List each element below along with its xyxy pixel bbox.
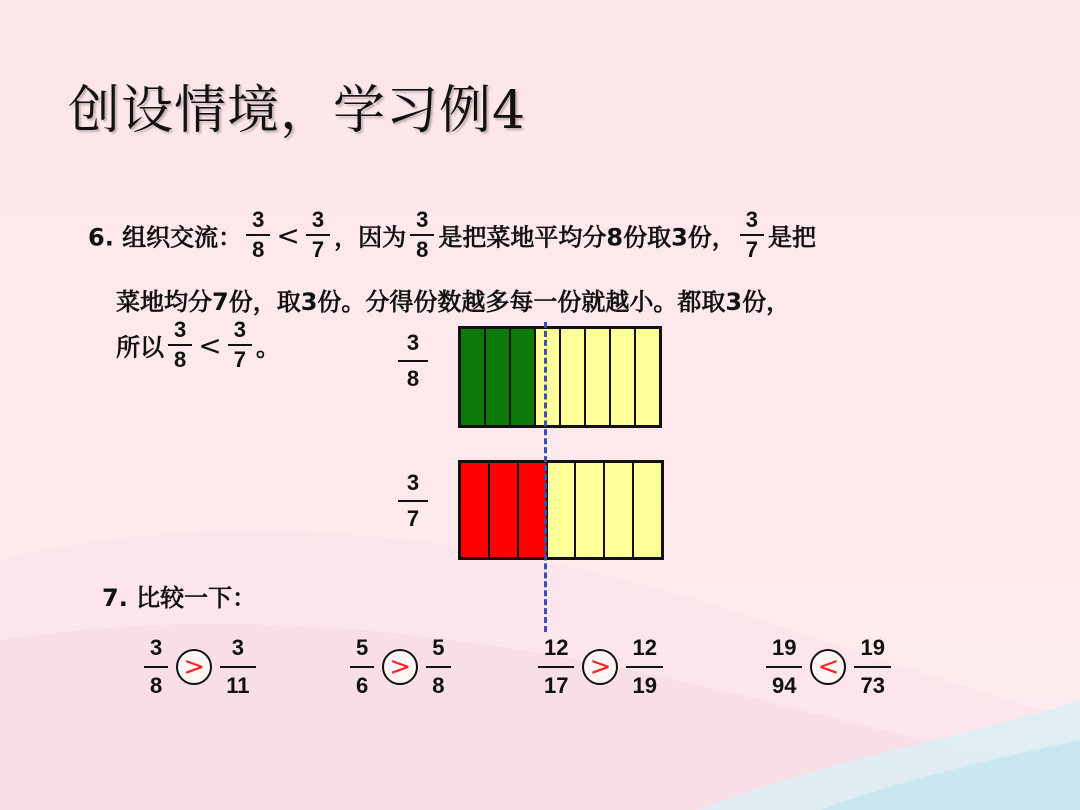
page-title: 创设情境，学习例4: [68, 81, 527, 141]
comparison-dashed-line: [544, 322, 547, 632]
eighths-cell-filled: [486, 329, 511, 425]
comparison-answer-circle[interactable]: <: [810, 649, 846, 685]
comparison-answer-circle[interactable]: >: [382, 649, 418, 685]
fraction-3-7: $\frac{3}{7}$: [306, 208, 330, 262]
comparison-exercise: [346, 636, 455, 698]
fraction-left: $\frac{19}{94}$: [766, 636, 802, 698]
comparison-answer-circle[interactable]: >: [176, 649, 212, 685]
sevenths-cell-filled: [461, 463, 490, 557]
item7-label: 7. 比较一下：: [102, 584, 257, 612]
item6-line2: 菜地均分7份，取3份。分得份数越多每一份就越小。都取3份，: [116, 288, 791, 316]
text-period: 。: [255, 333, 280, 362]
sevenths-cell-empty: [605, 463, 634, 557]
sevenths-cell-filled: [490, 463, 519, 557]
bar-label-3-7: 3 7: [398, 470, 428, 532]
item6-line3: [116, 318, 280, 372]
eighths-cell-empty: [536, 329, 561, 425]
text-is-ba: 是把: [768, 223, 817, 252]
eighths-cell-empty: [636, 329, 659, 425]
fraction-3-8: $\frac{3}{8}$: [168, 318, 192, 372]
eighths-cell-empty: [561, 329, 586, 425]
fraction-3-8: $\frac{3}{8}$: [246, 208, 270, 262]
fraction-left: $\frac{3}{8}$: [144, 636, 168, 698]
fraction-3-7: $\frac{3}{7}$: [228, 318, 252, 372]
comparison-answer-circle[interactable]: >: [582, 649, 618, 685]
fraction-right: $\frac{12}{19}$: [626, 636, 662, 698]
fraction-right: $\frac{19}{73}$: [854, 636, 890, 698]
fraction-right: $\frac{3}{11}$: [220, 636, 255, 698]
sevenths-cell-empty: [634, 463, 661, 557]
eighths-cell-empty: [611, 329, 636, 425]
item6-line1: [88, 208, 816, 262]
eighths-cell-filled: [461, 329, 486, 425]
fraction-left: $\frac{12}{17}$: [538, 636, 574, 698]
text-because: ，因为: [334, 223, 407, 252]
sevenths-cell-empty: [576, 463, 605, 557]
eighths-cell-empty: [586, 329, 611, 425]
comparison-exercise: [534, 636, 667, 698]
comparison-exercise: [762, 636, 895, 698]
comparison-exercise: [140, 636, 260, 698]
text-so: 所以: [116, 333, 164, 362]
bar-label-3-8: 3 8: [398, 330, 428, 392]
less-than-sign: <: [276, 218, 300, 252]
less-than-sign: <: [198, 328, 222, 362]
text-explain-8: 是把菜地平均分8份取3份，: [438, 223, 736, 252]
fraction-left: $\frac{5}{6}$: [350, 636, 374, 698]
fraction-3-8: $\frac{3}{8}$: [410, 208, 434, 262]
fraction-bar-sevenths: [458, 460, 664, 560]
eighths-cell-filled: [511, 329, 536, 425]
fraction-3-7: $\frac{3}{7}$: [740, 208, 764, 262]
item6-label: 6. 组织交流：: [88, 223, 243, 252]
fraction-bar-eighths: [458, 326, 662, 428]
fraction-right: $\frac{5}{8}$: [426, 636, 450, 698]
sevenths-cell-empty: [548, 463, 577, 557]
